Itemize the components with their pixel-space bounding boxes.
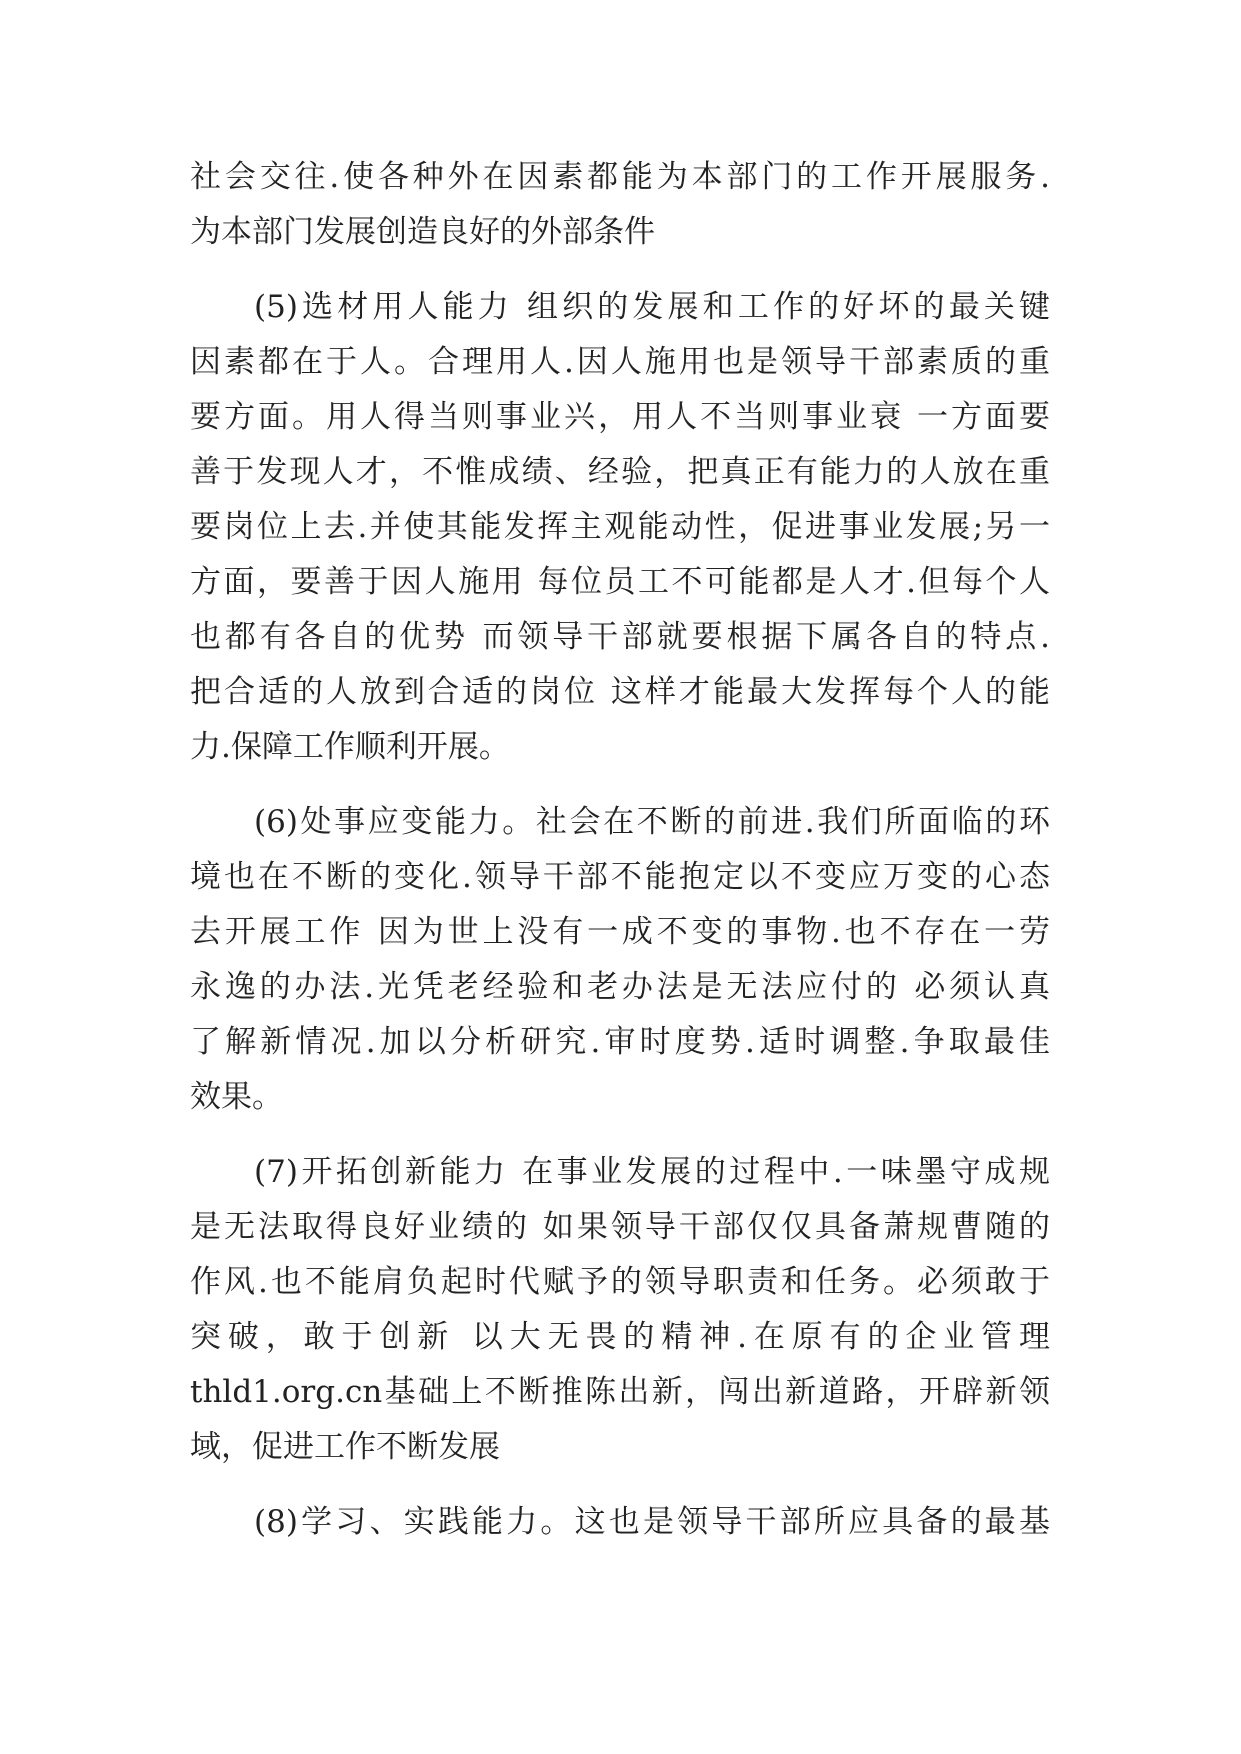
text-line: 效果。: [190, 1079, 283, 1115]
paragraph: [190, 1495, 1050, 1550]
text-line: thld1.org.cn基础上不断推陈出新，闯出新道路，开辟新领: [190, 1374, 1050, 1410]
text-line: 要岗位上去.并使其能发挥主观能动性，促进事业发展;另一: [190, 509, 1050, 545]
text-line: 为本部门发展创造良好的外部条件: [190, 214, 655, 250]
document-body: [190, 150, 1050, 1550]
paragraph: [190, 795, 1050, 1125]
paragraph-gap: [190, 1475, 1050, 1495]
text-line: 社会交往.使各种外在因素都能为本部门的工作开展服务.: [190, 159, 1050, 195]
text-line: 把合适的人放到合适的岗位 这样才能最大发挥每个人的能: [190, 674, 1050, 710]
paragraph: [190, 1145, 1050, 1475]
text-line: 因素都在于人。合理用人.因人施用也是领导干部素质的重: [190, 344, 1050, 380]
text-line: 去开展工作 因为世上没有一成不变的事物.也不存在一劳: [190, 914, 1050, 950]
text-line: (6)处事应变能力。社会在不断的前进.我们所面临的环: [254, 804, 1050, 840]
paragraph-gap: [190, 775, 1050, 795]
text-line: 作风.也不能肩负起时代赋予的领导职责和任务。必须敢于: [190, 1264, 1050, 1300]
text-line: 永逸的办法.光凭老经验和老办法是无法应付的 必须认真: [190, 969, 1050, 1005]
paragraph: [190, 150, 1050, 260]
text-line: (7)开拓创新能力 在事业发展的过程中.一味墨守成规: [254, 1154, 1050, 1190]
text-line: 也都有各自的优势 而领导干部就要根据下属各自的特点.: [190, 619, 1050, 655]
paragraph-gap: [190, 260, 1050, 280]
text-line: 境也在不断的变化.领导干部不能抱定以不变应万变的心态: [190, 859, 1050, 895]
paragraph-gap: [190, 1125, 1050, 1145]
text-line: 方面，要善于因人施用 每位员工不可能都是人才.但每个人: [190, 564, 1050, 600]
text-line: 要方面。用人得当则事业兴，用人不当则事业衰 一方面要: [190, 399, 1050, 435]
text-line: 力.保障工作顺利开展。: [190, 729, 510, 765]
paragraph: [190, 280, 1050, 775]
text-line: 突破，敢于创新 以大无畏的精神.在原有的企业管理: [190, 1319, 1050, 1355]
text-line: (5)选材用人能力 组织的发展和工作的好坏的最关键: [254, 289, 1050, 325]
text-line: 善于发现人才，不惟成绩、经验，把真正有能力的人放在重: [190, 454, 1050, 490]
text-line: 了解新情况.加以分析研究.审时度势.适时调整.争取最佳: [190, 1024, 1050, 1060]
text-line: 是无法取得良好业绩的 如果领导干部仅仅具备萧规曹随的: [190, 1209, 1050, 1245]
text-line: (8)学习、实践能力。这也是领导干部所应具备的最基: [254, 1504, 1050, 1540]
text-line: 域，促进工作不断发展: [190, 1429, 500, 1465]
